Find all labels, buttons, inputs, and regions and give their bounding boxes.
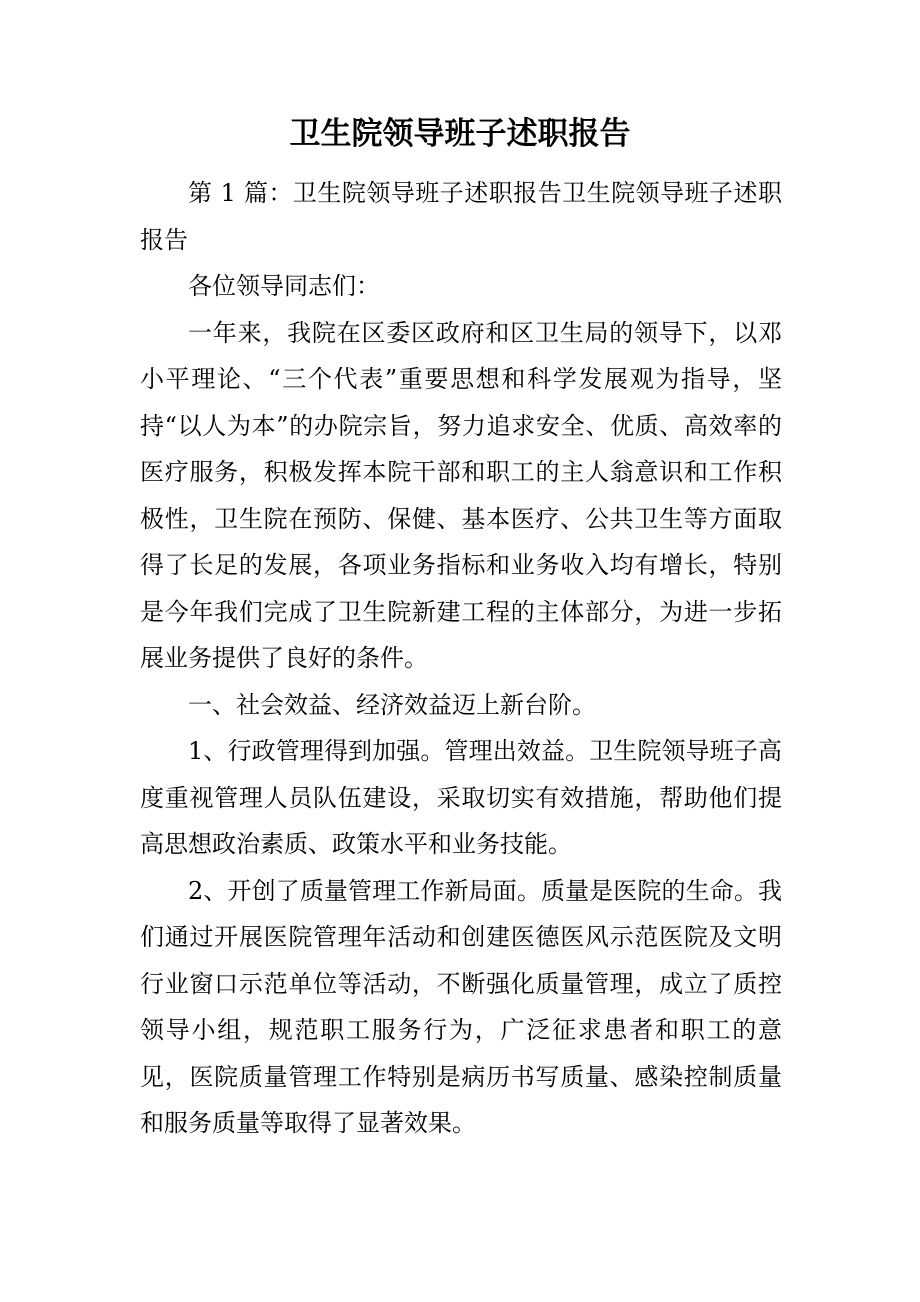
paragraph-item-one: 1、行政管理得到加强。管理出效益。卫生院领导班子高度重视管理人员队伍建设，采取切实有效措施，帮助他们提高思想政治素质、政策水平和业务技能。 bbox=[140, 737, 782, 858]
paragraph-section-one-heading: 一、社会效益、经济效益迈上新台阶。 bbox=[188, 690, 596, 719]
document-title: 卫生院领导班子述职报告 bbox=[289, 116, 631, 152]
paragraph-heading-line: 第 1 篇：卫生院领导班子述职报告卫生院领导班子述职报告 bbox=[140, 179, 782, 254]
paragraph-item-two: 2、开创了质量管理工作新局面。质量是医院的生命。我们通过开展医院管理年活动和创建医德医风示范医院及文明行业窗口示范单位等活动，不断强化质量管理，成立了质控领导小组，规范职工服务行为，广泛征求患者和职工的意见，医院质量管理工作特别是病历书写质量、感染控制质量和服务质量等取得了显著效果。 bbox=[140, 876, 782, 1137]
paragraph-overview: 一年来，我院在区委区政府和区卫生局的领导下，以邓小平理论、“三个代表”重要思想和科学发展观为指导，坚持“以人为本”的办院宗旨，努力追求安全、优质、高效率的医疗服务，积极发挥本院干部和职工的主人翁意识和工作积极性，卫生院在预防、保健、基本医疗、公共卫生等方面取得了长足的发展，各项业务指标和业务收入均有增长，特别是今年我们完成了卫生院新建工程的主体部分，为进一步拓展业务提供了良好的条件。 bbox=[140, 318, 782, 672]
paragraph-salutation: 各位领导同志们： bbox=[188, 272, 380, 300]
document-body bbox=[140, 170, 782, 1147]
